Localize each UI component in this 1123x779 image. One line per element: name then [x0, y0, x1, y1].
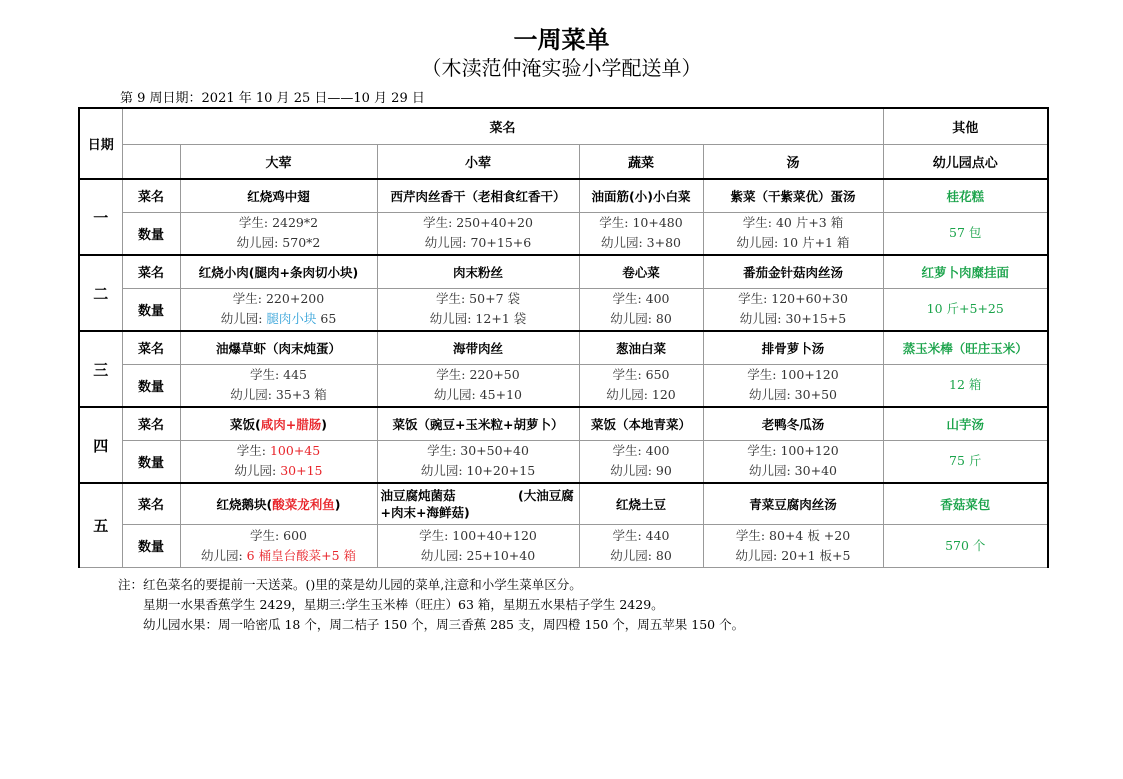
dish-small: 肉末粉丝 — [377, 255, 579, 288]
qty-big: 学生: 220+200 幼儿园: 腿肉小块 65 — [180, 288, 377, 331]
week-dateline: 第 9 周日期：2021 年 10 月 25 日——10 月 29 日 — [120, 91, 425, 106]
dish-veg: 红烧土豆 — [579, 483, 703, 524]
qty-snack: 75 斤 — [883, 440, 1048, 483]
day-label: 三 — [79, 331, 122, 407]
dish-small: 油豆腐炖菌菇 (大油豆腐+肉末+海鲜菇) — [377, 483, 579, 524]
header-big: 大荤 — [180, 144, 377, 179]
qty-big: 学生: 600 幼儿园: 6 桶皇台酸菜+5 箱 — [180, 524, 377, 567]
dish-big: 红烧小肉(腿肉+条肉切小块) — [180, 255, 377, 288]
qty-soup: 学生: 80+4 板 +20 幼儿园: 20+1 板+5 — [703, 524, 883, 567]
menu-table — [78, 107, 1049, 568]
header-veg: 蔬菜 — [579, 144, 703, 179]
note-line: 幼儿园水果：周一哈密瓜 18 个，周二桔子 150 个，周三香蕉 285 支，周四橙 150 个，周五苹果 150 个。 — [118, 617, 745, 632]
day-label: 四 — [79, 407, 122, 483]
day-label: 五 — [79, 483, 122, 567]
qty-snack: 570 个 — [883, 524, 1048, 567]
qty-veg: 学生: 400 幼儿园: 80 — [579, 288, 703, 331]
row-label-qty: 数量 — [122, 212, 180, 255]
qty-big: 学生: 100+45 幼儿园: 30+15 — [180, 440, 377, 483]
snack-name: 蒸玉米棒（旺庄玉米） — [883, 331, 1048, 364]
dish-big: 油爆草虾（肉末炖蛋） — [180, 331, 377, 364]
note-line: 注：红色菜名的要提前一天送菜。()里的菜是幼儿园的菜单,注意和小学生菜单区分。 — [118, 577, 582, 592]
header-date: 日期 — [79, 108, 122, 179]
row-label-name: 菜名 — [122, 483, 180, 524]
dish-veg: 油面筋(小)小白菜 — [579, 179, 703, 212]
qty-veg: 学生: 440 幼儿园: 80 — [579, 524, 703, 567]
snack-name: 桂花糕 — [883, 179, 1048, 212]
dish-soup: 老鸭冬瓜汤 — [703, 407, 883, 440]
row-label-name: 菜名 — [122, 331, 180, 364]
qty-snack: 57 包 — [883, 212, 1048, 255]
dish-big: 红烧鹅块(酸菜龙利鱼) — [180, 483, 377, 524]
header-soup: 汤 — [703, 144, 883, 179]
dish-soup: 排骨萝卜汤 — [703, 331, 883, 364]
page-title: 一周菜单 — [513, 26, 610, 54]
dish-soup: 番茄金针菇肉丝汤 — [703, 255, 883, 288]
row-label-name: 菜名 — [122, 407, 180, 440]
header-dish-name: 菜名 — [122, 108, 883, 144]
qty-small: 学生: 50+7 袋 幼儿园: 12+1 袋 — [377, 288, 579, 331]
snack-name: 红萝卜肉糜挂面 — [883, 255, 1048, 288]
qty-small: 学生: 220+50 幼儿园: 45+10 — [377, 364, 579, 407]
snack-name: 山芋汤 — [883, 407, 1048, 440]
dish-small: 海带肉丝 — [377, 331, 579, 364]
dish-soup: 紫菜（干紫菜优）蛋汤 — [703, 179, 883, 212]
notes — [118, 575, 744, 635]
qty-veg: 学生: 10+480 幼儿园: 3+80 — [579, 212, 703, 255]
qty-big: 学生: 445 幼儿园: 35+3 箱 — [180, 364, 377, 407]
qty-soup: 学生: 100+120 幼儿园: 30+40 — [703, 440, 883, 483]
qty-big: 学生: 2429*2 幼儿园: 570*2 — [180, 212, 377, 255]
qty-soup: 学生: 100+120 幼儿园: 30+50 — [703, 364, 883, 407]
dish-big: 菜饭(咸肉+腊肠) — [180, 407, 377, 440]
header-kinder-snack: 幼儿园点心 — [883, 144, 1048, 179]
dish-soup: 青菜豆腐肉丝汤 — [703, 483, 883, 524]
qty-snack: 10 斤+5+25 — [883, 288, 1048, 331]
qty-small: 学生: 30+50+40 幼儿园: 10+20+15 — [377, 440, 579, 483]
note-line: 星期一水果香蕉学生 2429，星期三:学生玉米棒（旺庄）63 箱，星期五水果桔子学生 2429。 — [118, 597, 664, 612]
dish-veg: 葱油白菜 — [579, 331, 703, 364]
snack-name: 香菇菜包 — [883, 483, 1048, 524]
row-label-qty: 数量 — [122, 524, 180, 567]
row-label-name: 菜名 — [122, 255, 180, 288]
header-small: 小荤 — [377, 144, 579, 179]
qty-soup: 学生: 40 片+3 箱 幼儿园: 10 片+1 箱 — [703, 212, 883, 255]
qty-veg: 学生: 650 幼儿园: 120 — [579, 364, 703, 407]
row-label-qty: 数量 — [122, 288, 180, 331]
row-label-name: 菜名 — [122, 179, 180, 212]
row-label-qty: 数量 — [122, 440, 180, 483]
header-other: 其他 — [883, 108, 1048, 144]
qty-soup: 学生: 120+60+30 幼儿园: 30+15+5 — [703, 288, 883, 331]
qty-small: 学生: 250+40+20 幼儿园: 70+15+6 — [377, 212, 579, 255]
dish-big: 红烧鸡中翅 — [180, 179, 377, 212]
qty-snack: 12 箱 — [883, 364, 1048, 407]
page-subtitle: （木渎范仲淹实验小学配送单） — [421, 56, 702, 80]
day-label: 一 — [79, 179, 122, 255]
dish-small: 西芹肉丝香干（老相食红香干） — [377, 179, 579, 212]
qty-small: 学生: 100+40+120 幼儿园: 25+10+40 — [377, 524, 579, 567]
dish-veg: 菜饭（本地青菜） — [579, 407, 703, 440]
dish-veg: 卷心菜 — [579, 255, 703, 288]
day-label: 二 — [79, 255, 122, 331]
row-label-qty: 数量 — [122, 364, 180, 407]
qty-veg: 学生: 400 幼儿园: 90 — [579, 440, 703, 483]
dish-small: 菜饭（豌豆+玉米粒+胡萝卜） — [377, 407, 579, 440]
